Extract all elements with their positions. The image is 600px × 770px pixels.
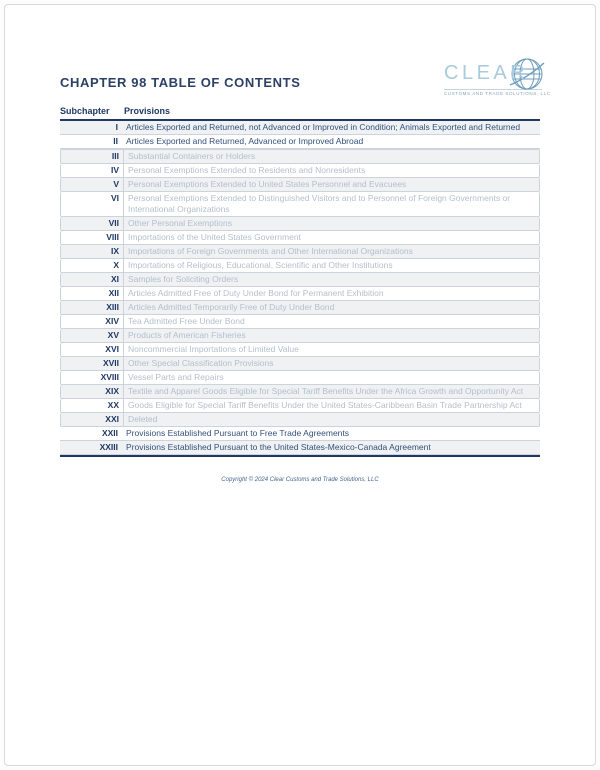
provision-cell: Other Personal Exemptions (123, 217, 539, 230)
provision-cell[interactable]: Provisions Established Pursuant to the United States-Mexico-Canada Agreement (126, 442, 431, 452)
subchapter-cell: XVI (105, 344, 119, 354)
provision-cell: Importations of Religious, Educational, Scientific and Other Institutions (123, 259, 539, 272)
table-row (60, 273, 540, 287)
logo-wordmark: CLEAR (444, 62, 529, 84)
toc-table-body (60, 121, 540, 457)
copyright-notice: Copyright © 2024 Clear Customs and Trade Solutions, LLC (221, 477, 379, 483)
table-row (60, 231, 540, 245)
subchapter-column-header: Subchapter (60, 106, 110, 116)
subchapter-cell: X (113, 260, 119, 270)
logo-tagline: CUSTOMS AND TRADE SOLUTIONS, LLC (444, 91, 551, 96)
table-row (60, 343, 540, 357)
table-row (60, 329, 540, 343)
table-row (60, 385, 540, 399)
table-row (60, 399, 540, 413)
provision-cell: Tea Admitted Free Under Bond (123, 315, 539, 328)
subchapter-cell: III (111, 151, 119, 161)
table-row (60, 259, 540, 273)
provision-cell: Articles Admitted Free of Duty Under Bond for Permanent Exhibition (123, 287, 539, 300)
subchapter-cell: II (113, 136, 118, 146)
table-row (60, 315, 540, 329)
table-row (60, 301, 540, 315)
toc-table-header (60, 106, 540, 121)
table-row (60, 217, 540, 231)
provision-cell: Importations of the United States Government (123, 231, 539, 244)
table-row (60, 192, 540, 217)
page-sheet (4, 4, 596, 766)
provision-cell: Other Special Classification Provisions (123, 357, 539, 370)
provision-cell: Importations of Foreign Governments and Other International Organizations (123, 245, 539, 258)
subchapter-cell: XXI (105, 414, 119, 424)
subchapter-cell: XV (107, 330, 119, 340)
subchapter-cell: XIII (106, 302, 119, 312)
table-row (60, 245, 540, 259)
provision-cell: Substantial Containers or Holders (123, 150, 539, 163)
subchapter-cell: IX (110, 246, 119, 256)
subchapter-cell: XIV (105, 316, 119, 326)
subchapter-cell: XVII (102, 358, 119, 368)
table-row (60, 287, 540, 301)
subchapter-cell: IV (110, 165, 119, 175)
provision-cell: Deleted (123, 413, 539, 426)
provision-cell: Personal Exemptions Extended to Residents and Nonresidents (123, 164, 539, 177)
provision-cell: Articles Admitted Temporarily Free of Duty Under Bond (123, 301, 539, 314)
provision-cell: Personal Exemptions Extended to Distinguished Visitors and to Personnel of Foreign Governments or International Organizations (123, 192, 539, 216)
table-row (60, 441, 540, 455)
subchapter-cell: I (115, 122, 118, 132)
subchapter-cell: XXII (101, 428, 118, 438)
subchapter-cell: VIII (106, 232, 119, 242)
provision-cell: Textile and Apparel Goods Eligible for Special Tariff Benefits Under the Africa Growth and Opportunity Act (123, 385, 539, 398)
table-row (60, 413, 540, 427)
provision-cell: Personal Exemptions Extended to United States Personnel and Evacuees (123, 178, 539, 191)
clear-logo (444, 62, 551, 96)
provision-cell: Goods Eligible for Special Tariff Benefits Under the United States-Caribbean Basin Trade Partnership Act (123, 399, 539, 412)
logo-mark (444, 62, 542, 88)
subchapter-cell: VI (110, 193, 119, 203)
table-row (60, 357, 540, 371)
provisions-column-header: Provisions (124, 106, 171, 116)
provision-cell: Noncommercial Importations of Limited Value (123, 343, 539, 356)
table-row (60, 371, 540, 385)
provision-cell: Products of American Fisheries (123, 329, 539, 342)
subchapter-cell: VII (108, 218, 119, 228)
subchapter-cell: XII (108, 288, 119, 298)
table-row (60, 149, 540, 164)
table-row (60, 135, 540, 149)
subchapter-cell: XIX (105, 386, 119, 396)
table-row (60, 178, 540, 192)
subchapter-cell: V (113, 179, 119, 189)
table-row (60, 164, 540, 178)
subchapter-cell: XX (107, 400, 119, 410)
subchapter-cell: XI (110, 274, 119, 284)
page-title: CHAPTER 98 TABLE OF CONTENTS (60, 75, 301, 90)
provision-cell: Vessel Parts and Repairs (123, 371, 539, 384)
provision-cell: Samples for Soliciting Orders (123, 273, 539, 286)
provision-cell[interactable]: Provisions Established Pursuant to Free Trade Agreements (126, 428, 350, 438)
provision-cell[interactable]: Articles Exported and Returned, not Advanced or Improved in Condition; Animals Exported and Returned (126, 122, 521, 132)
table-row (60, 121, 540, 135)
provision-cell[interactable]: Articles Exported and Returned, Advanced or Improved Abroad (126, 136, 364, 146)
table-row (60, 427, 540, 441)
subchapter-cell: XVIII (100, 372, 119, 382)
subchapter-cell: XXIII (99, 442, 118, 452)
